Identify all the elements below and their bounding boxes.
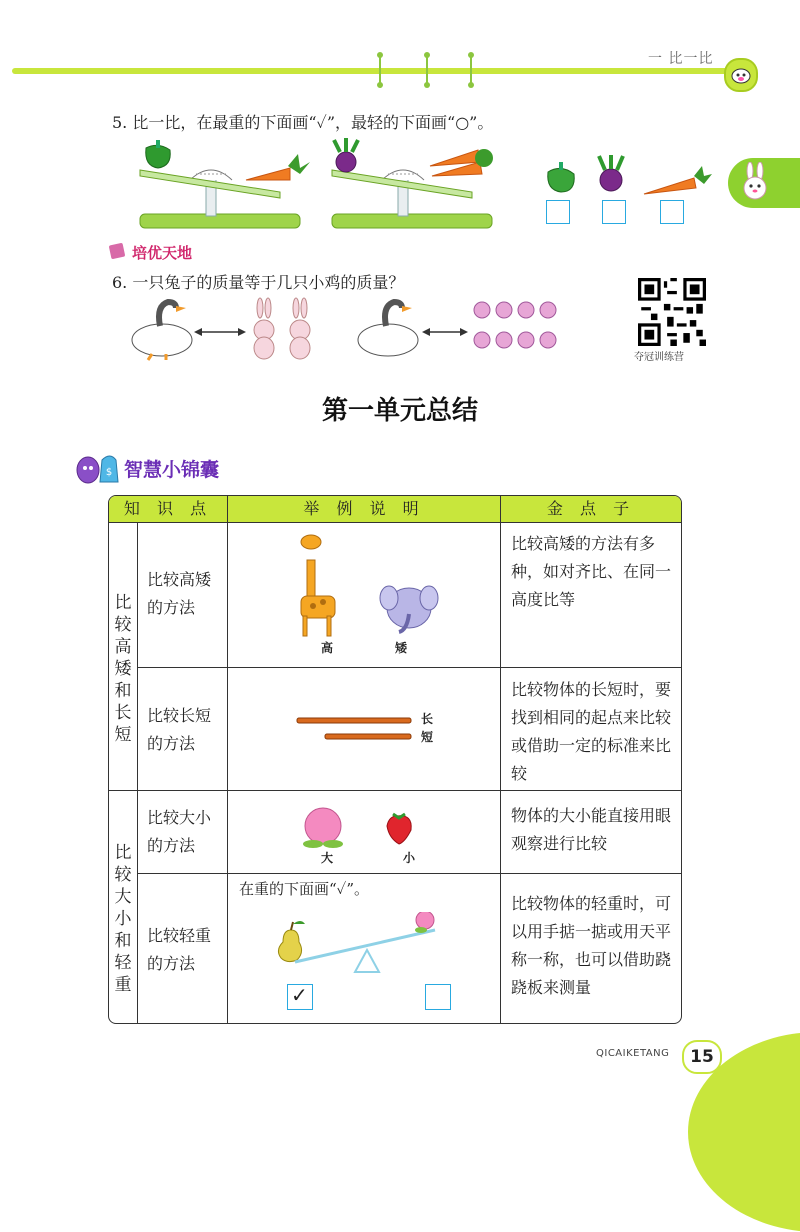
label-small: 小	[403, 851, 416, 865]
pepper-icon	[146, 140, 171, 168]
check-mark-icon: ✓	[291, 983, 308, 1007]
answer-box-beet[interactable]	[602, 200, 626, 224]
label-short: 矮	[395, 641, 408, 655]
tip-height: 比较高矮的方法有多种，如对齐比、在同一高度比等	[511, 534, 672, 609]
method-size: 比较大小的方法	[147, 808, 212, 855]
question-6: 6. 一只兔子的质量等于几只小鸡的质量？	[112, 273, 405, 292]
answer-box-carrot[interactable]	[660, 200, 684, 224]
header-rule	[12, 68, 734, 74]
goose-equals-rabbits	[126, 296, 366, 362]
group-label-size-weight: 比较大小和轻重	[114, 843, 132, 995]
label-tall: 高	[321, 641, 334, 655]
giraffe-elephant-illustration	[289, 530, 449, 640]
carrots-icon	[430, 149, 493, 176]
peach-strawberry-illustration	[301, 802, 431, 848]
beet-icon	[334, 138, 358, 172]
pear-icon	[278, 921, 305, 962]
binder-ring-icon	[377, 52, 383, 88]
book-icon	[109, 243, 126, 260]
double-arrow-icon	[194, 328, 246, 336]
tip-length: 比较物体的长短时，要找到相同的起点来比较或借助一定的标准来比较	[511, 680, 672, 783]
seesaw-instruction: 在重的下面画“✓”。	[239, 880, 370, 898]
binder-ring-icon	[468, 52, 474, 88]
method-height: 比较高矮的方法	[147, 570, 212, 617]
method-length: 比较长短的方法	[147, 706, 212, 753]
rabbit-icon	[254, 298, 274, 359]
mascot-bags-icon	[74, 448, 120, 486]
section-title: 一 比一比	[648, 51, 714, 67]
binder-ring-icon	[424, 52, 430, 88]
sub-title: 智慧小锦囊	[124, 459, 220, 481]
double-arrow-icon	[422, 328, 468, 336]
check-box-peach[interactable]	[425, 984, 451, 1010]
rabbit-icon	[290, 298, 310, 359]
label-big: 大	[321, 851, 334, 865]
goose-equals-chicks	[352, 292, 592, 362]
col-header-example: 举 例 说 明	[228, 496, 500, 523]
qr-code[interactable]	[638, 278, 706, 346]
cow-mascot-icon	[724, 58, 758, 92]
question-5: 5. 比一比，在最重的下面画“✓”，最轻的下面画“○”。	[112, 113, 494, 132]
pepper-icon	[544, 162, 578, 194]
elephant-icon	[380, 586, 438, 632]
enrich-label: 培优天地	[132, 244, 193, 262]
summary-table	[108, 495, 682, 1024]
goose-icon	[358, 302, 418, 356]
col-header-tip: 金 点 子	[501, 496, 681, 523]
bunny-mascot-icon	[738, 162, 772, 202]
qr-caption: 夺冠训练营	[634, 352, 684, 363]
page-number: 15	[690, 1047, 714, 1067]
ropes-illustration	[295, 714, 425, 744]
beet-icon	[594, 154, 628, 194]
tip-weight: 比较物体的轻重时，可以用手掂一掂或用天平称一称，也可以借助跷跷板来测量	[511, 894, 672, 997]
label-long: 长	[421, 712, 434, 726]
chicks-icon	[474, 302, 556, 348]
unit-title: 第一单元总结	[321, 396, 478, 426]
method-weight: 比较轻重的方法	[147, 926, 212, 973]
peach-icon	[303, 808, 343, 848]
balance-scale-1	[130, 136, 310, 232]
balance-scale-2	[322, 136, 502, 232]
carrot-icon	[246, 154, 310, 180]
strawberry-icon	[387, 814, 411, 844]
answer-box-pepper[interactable]	[546, 200, 570, 224]
footer-brand: QICAIKETANG	[596, 1048, 670, 1059]
col-header-knowledge: 知 识 点	[109, 496, 227, 523]
check-box-pear[interactable]	[287, 984, 313, 1010]
giraffe-icon	[301, 535, 335, 636]
label-short-rope: 短	[421, 730, 434, 744]
goose-icon	[132, 302, 192, 360]
seesaw-illustration	[275, 912, 455, 978]
group-label-height-length: 比较高矮和长短	[114, 593, 132, 745]
tip-size: 物体的大小能直接用眼观察进行比较	[511, 806, 672, 853]
svg-text:$: $	[105, 467, 113, 478]
carrot-icon	[642, 166, 712, 196]
